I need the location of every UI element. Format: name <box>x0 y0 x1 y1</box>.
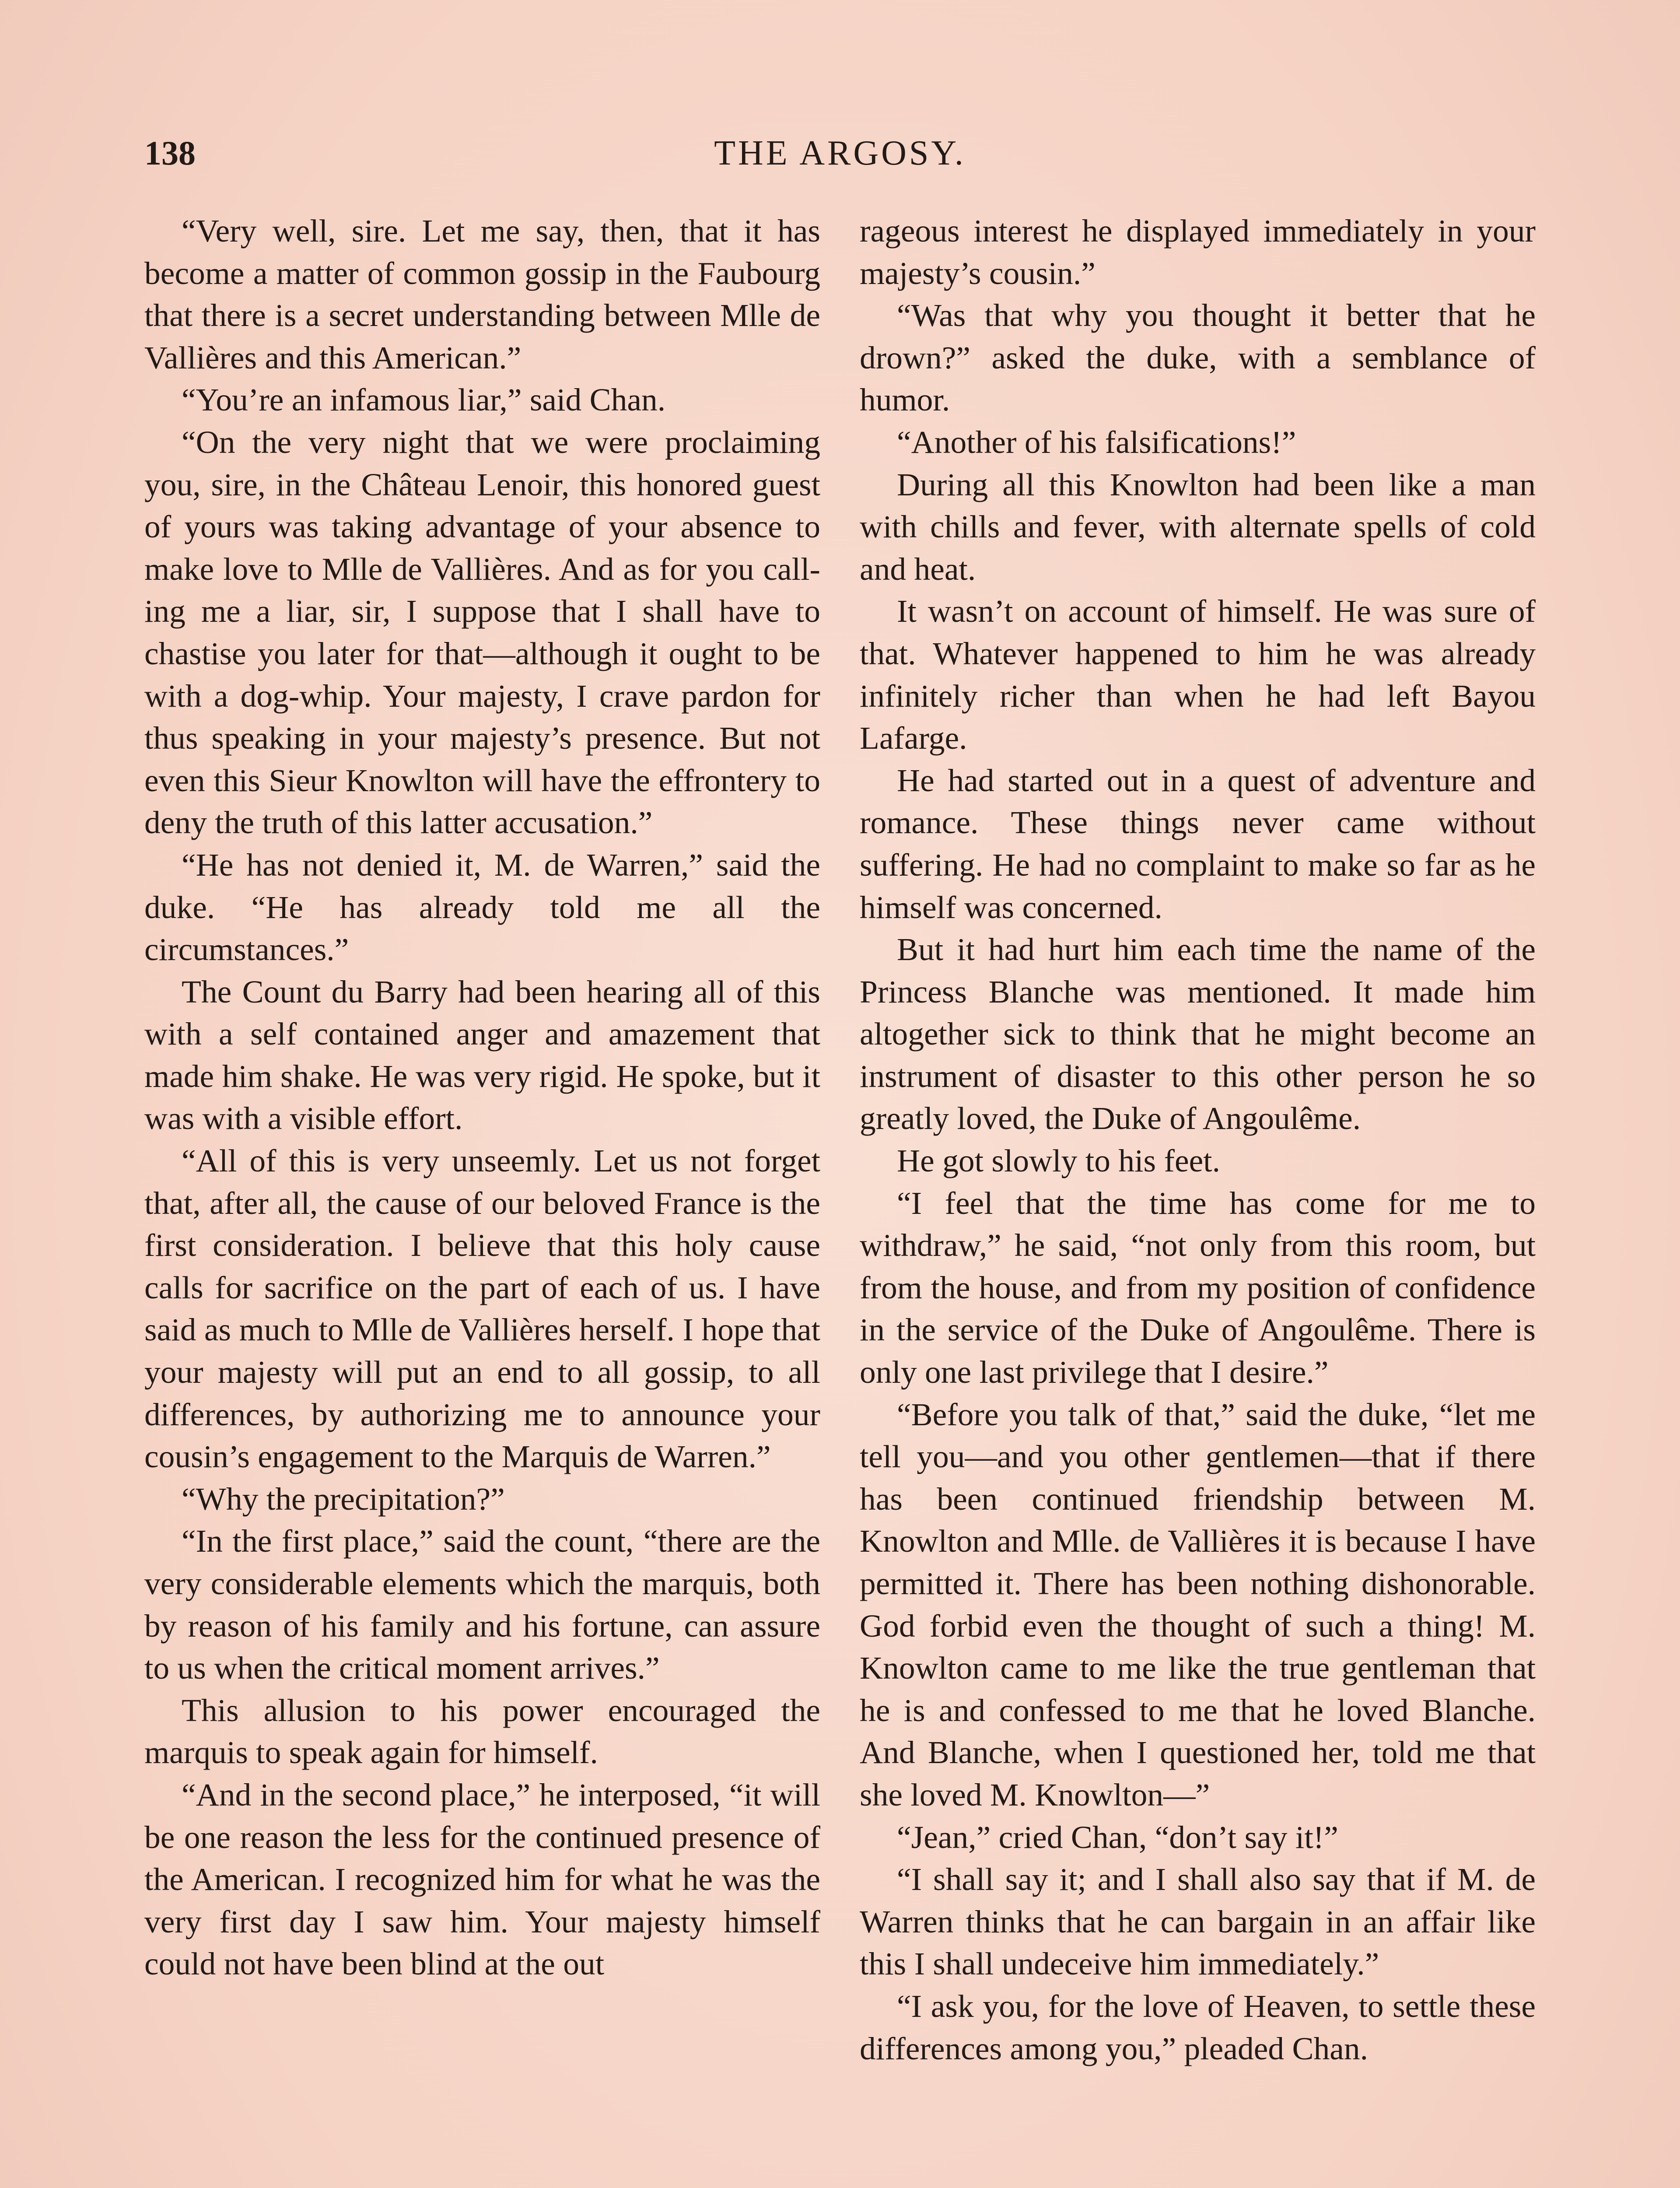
paragraph: “I feel that the time has come for me to withdraw,” he said, “not only from this room, but from the house, and from my position of confidence in the service of the Duke of Angoulême. There is only one last privilege that I desire.” <box>860 1185 1536 1390</box>
paragraph: “All of this is very unseemly. Let us not forget that, after all, the cause of our beloved France is the first consideration. I believe that this holy cause calls for sacrifice on the part of each of us. I have said as much to Mlle de Vallières herself. I hope that your majesty will put an end to all gossip, to all differences, by authorizing me to announce your cousin’s engagement to the Marquis de Warren.” <box>144 1143 820 1475</box>
paragraph: “And in the second place,” he interposed, “it will be one reason the less for the continued presence of the American. I recognized him for what he was the very first day I saw him. Your majesty himself could not have been blind at the out <box>144 1777 820 1982</box>
paragraph: “Jean,” cried Chan, “don’t say it!” <box>897 1819 1338 1855</box>
paragraph-continuation: rageous interest he displayed immediately in your majesty’s cousin.” <box>860 213 1536 291</box>
paragraph: “Why the precipitation?” <box>182 1481 505 1517</box>
left-column <box>144 210 820 1985</box>
paragraph: The Count du Barry had been hearing all of this with a self contained anger and amazement that made him shake. He was very rigid. He spoke, but it was with a visible effort. <box>144 974 820 1136</box>
paragraph: He got slowly to his feet. <box>897 1143 1220 1179</box>
paragraph: It wasn’t on account of himself. He was sure of that. Whatever happened to him he was already infinitely richer than when he had left Bayou Lafarge. <box>860 593 1536 756</box>
running-head: THE ARGOSY. <box>714 134 966 172</box>
paragraph: “In the first place,” said the count, “there are the very considerable elements which the marquis, both by reason of his family and his fortune, can assure to us when the critical moment arrives.” <box>144 1523 820 1686</box>
right-column <box>860 210 1536 2070</box>
paragraph: During all this Knowlton had been like a man with chills and fever, with alternate spells of cold and heat. <box>860 466 1536 587</box>
paragraph: He had started out in a quest of adventure and romance. These things never came without suffering. He had no complaint to make so far as he himself was concerned. <box>860 762 1536 925</box>
paragraph: “You’re an infamous liar,” said Chan. <box>182 382 666 418</box>
paragraph: “Before you talk of that,” said the duke, “let me tell you—and you other gentlemen—that if there has been continued friendship between M. Knowlton and Mlle. de Vallières it is because I have permitted it. There has been nothing dishonorable. God forbid even the thought of such a thing! M. Knowlton came to me like the true gentleman that he is and confessed to me that he loved Blanche. And Blanche, when I questioned her, told me that she loved M. Knowlton—” <box>860 1396 1536 1813</box>
paragraph: “I ask you, for the love of Heaven, to settle these differences among you,” pleaded Chan. <box>860 1988 1536 2066</box>
paragraph: “Very well, sire. Let me say, then, that it has become a matter of common gossip in the Faubourg that there is a secret understanding between Mlle de Vallières and this American.” <box>144 213 820 375</box>
paragraph: “On the very night that we were proclaiming you, sire, in the Château Lenoir, this honored guest of yours was taking advantage of your absence to make love to Mlle de Vallières. And as for you calling me a liar, sir, I suppose that I shall have to chastise you later for that—although it ought to be with a dog-whip. Your majesty, I crave pardon for thus speaking in your majesty’s presence. But not even this Sieur Knowlton will have the effrontery to deny the truth of this latter accusation.” <box>144 424 820 841</box>
page-header <box>144 127 1536 179</box>
paragraph: “Was that why you thought it better that he drown?” asked the duke, with a semblance of humor. <box>860 298 1536 418</box>
page-number: 138 <box>144 134 196 172</box>
paragraph: “He has not denied it, M. de Warren,” said the duke. “He has already told me all the circumstances.” <box>144 847 820 968</box>
paragraph: This allusion to his power encouraged the marquis to speak again for himself. <box>144 1692 820 1771</box>
paragraph: “Another of his falsifications!” <box>897 424 1296 460</box>
paragraph: But it had hurt him each time the name of the Princess Blanche was mentioned. It made him altogether sick to think that he might become an instrument of disaster to this other person he so greatly loved, the Duke of Angoulême. <box>860 932 1536 1136</box>
paragraph: “I shall say it; and I shall also say that if M. de Warren thinks that he can bargain in an affair like this I shall undeceive him immediately.” <box>860 1862 1536 1982</box>
